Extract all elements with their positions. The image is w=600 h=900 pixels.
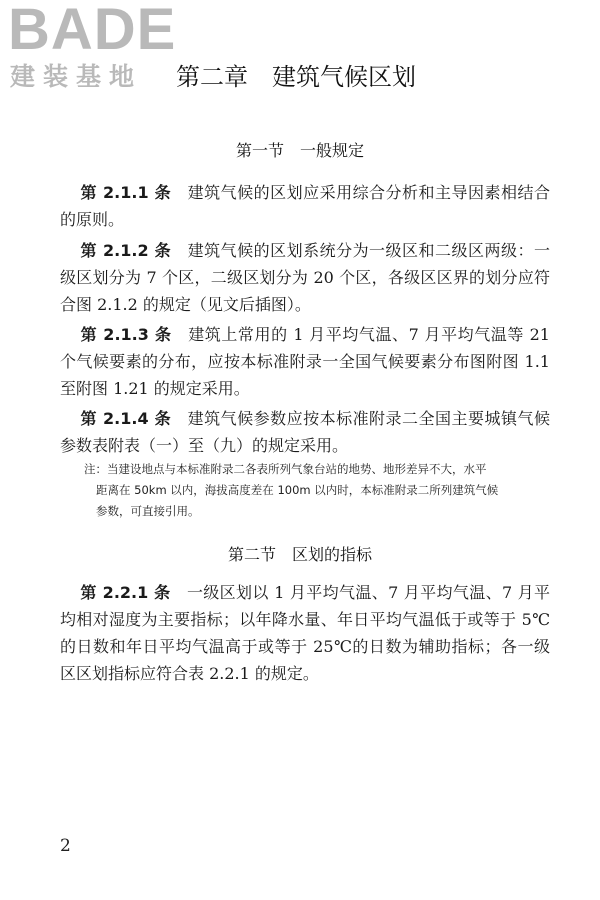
note-line-2: 距离在 50km 以内，海拔高度差在 100m 以内时，本标准附录二所列建筑气候	[96, 483, 499, 497]
article-2-2-1	[60, 579, 550, 687]
article-number: 第 2.2.1 条	[80, 583, 171, 602]
chapter-title: 第二章 建筑气候区划	[176, 63, 416, 91]
section-title-2: 第二节 区划的指标	[227, 545, 372, 564]
note	[84, 459, 554, 522]
article-number: 第 2.1.2 条	[80, 241, 172, 260]
article-text: 建筑上常用的 1 月平均气温、7 月平均气温等 21 个气候要素的分布，应按本标准附录一全国气候要素分布图附图 1.1 至附图 1.21 的规定采用。	[60, 325, 550, 398]
article-2-1-2	[60, 237, 550, 318]
article-text: 一级区划以 1 月平均气温、7 月平均气温、7 月平均相对湿度为主要指标；以年降水量、年日平均气温低于或等于 5℃的日数和年日平均气温高于或等于 25℃的日数为辅助指标；各一级区区划指标应符合表 2.2.1 的规定。	[60, 583, 550, 683]
article-text: 建筑气候参数应按本标准附录二全国主要城镇气候参数表附表（一）至（九）的规定采用。	[60, 409, 550, 455]
watermark-subtitle: 建装基地	[10, 62, 143, 91]
page-number: 2	[60, 836, 71, 856]
article-number: 第 2.1.3 条	[80, 325, 172, 344]
note-line-3: 参数，可直接引用。	[96, 504, 200, 518]
article-2-1-3	[60, 321, 550, 402]
article-2-1-4	[60, 405, 550, 459]
article-text: 建筑气候的区划系统分为一级区和二级区两级：一级区划分为 7 个区，二级区划分为 20 个区，各级区区界的划分应符合图 2.1.2 的规定（见文后插图）。	[60, 241, 550, 314]
article-text: 建筑气候的区划应采用综合分析和主导因素相结合的原则。	[60, 183, 550, 229]
section-title-1: 第一节 一般规定	[235, 141, 364, 160]
watermark-logo: BADE	[8, 0, 177, 62]
note-line-1: 注：当建设地点与本标准附录二各表所列气象台站的地势、地形差异不大，水平	[84, 462, 487, 476]
article-number: 第 2.1.1 条	[80, 183, 172, 202]
article-2-1-1	[60, 179, 550, 233]
article-number: 第 2.1.4 条	[80, 409, 172, 428]
